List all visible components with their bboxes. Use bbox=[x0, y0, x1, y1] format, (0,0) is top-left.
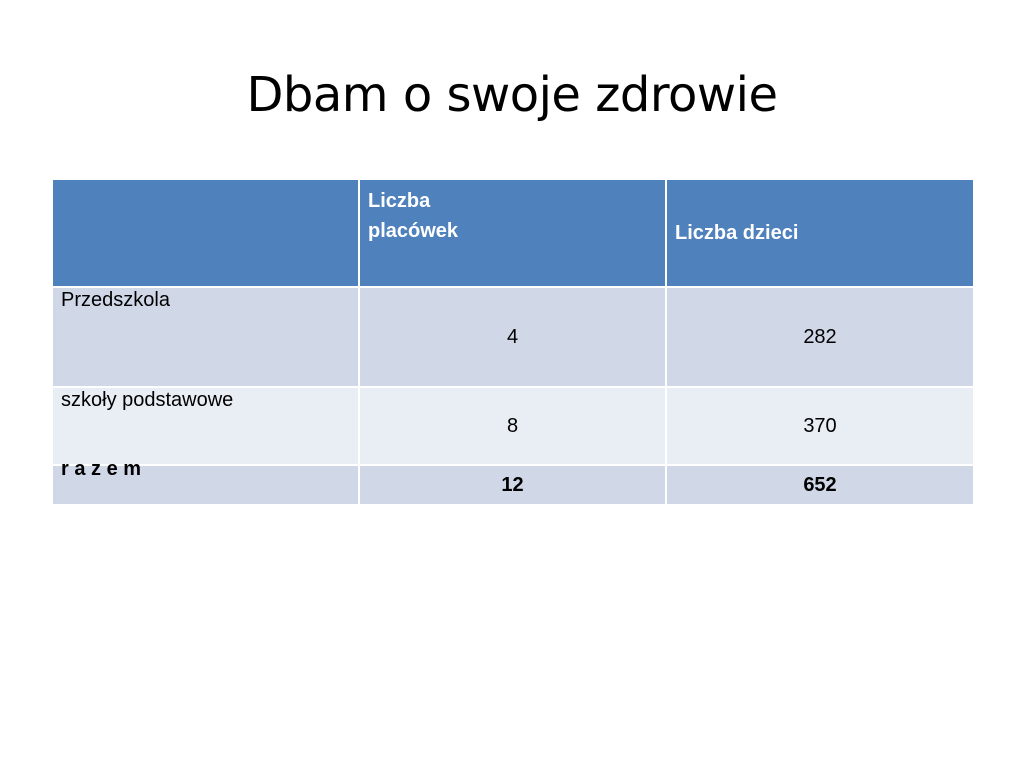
header-cell-liczba-dzieci: Liczba dzieci bbox=[666, 179, 974, 287]
row-label-szkoly-podstawowe: szkoły podstawowe bbox=[52, 387, 359, 465]
table-row-total bbox=[52, 465, 974, 505]
header-cell-empty bbox=[52, 179, 359, 287]
table-row bbox=[52, 387, 974, 465]
slide-title: Dbam o swoje zdrowie bbox=[246, 67, 778, 123]
header-placowek-line2: placówek bbox=[368, 220, 459, 242]
table-row bbox=[52, 287, 974, 387]
row-label-razem bbox=[52, 458, 359, 505]
cell-dzieci: 370 bbox=[666, 387, 974, 465]
cell-placowki: 8 bbox=[359, 387, 666, 465]
razem-label: r a z e m bbox=[61, 458, 142, 480]
table-header-row bbox=[52, 179, 974, 287]
cell-placowki: 4 bbox=[359, 287, 666, 387]
row-label-przedszkola: Przedszkola bbox=[52, 287, 359, 387]
header-cell-liczba-placowek bbox=[359, 179, 666, 287]
cell-placowki-total: 12 bbox=[359, 465, 666, 505]
header-placowek-line1: Liczba bbox=[368, 190, 431, 212]
cell-dzieci: 282 bbox=[666, 287, 974, 387]
data-table bbox=[51, 178, 975, 506]
cell-dzieci-total: 652 bbox=[666, 465, 974, 505]
